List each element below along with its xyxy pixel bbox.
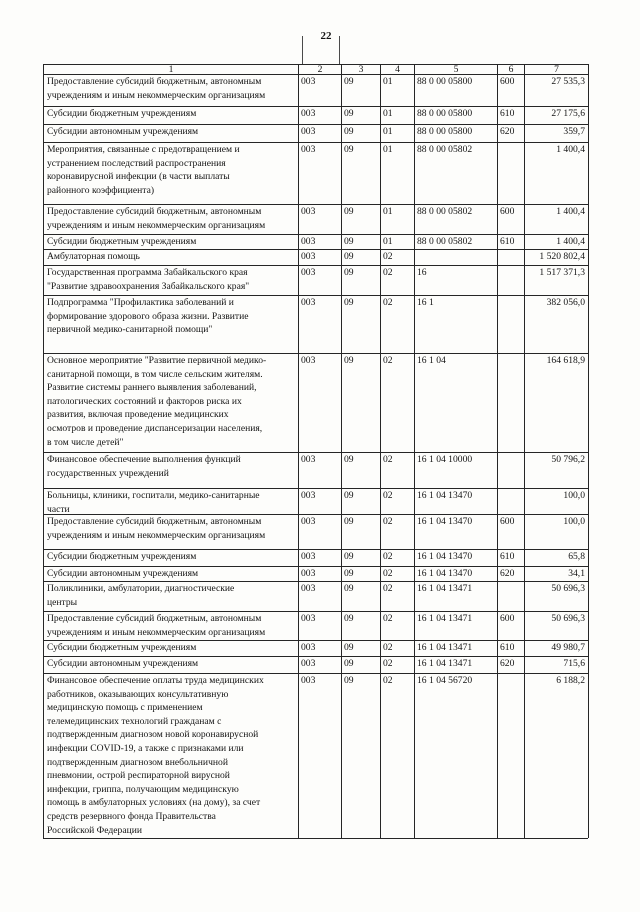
amount-cell: 27 535,3 bbox=[551, 76, 585, 87]
column-number-header: 5 bbox=[453, 64, 459, 74]
subsection-code-cell: 02 bbox=[383, 297, 393, 308]
subsection-code-cell: 01 bbox=[383, 108, 393, 119]
column-number-header: 1 bbox=[168, 64, 174, 74]
grbs-code-cell: 003 bbox=[301, 454, 316, 465]
subsection-code-cell: 02 bbox=[383, 675, 393, 686]
section-code-cell: 09 bbox=[344, 551, 354, 562]
target-article-cell: 88 0 00 05802 bbox=[417, 236, 473, 247]
target-article-cell: 16 1 04 13471 bbox=[417, 613, 473, 624]
column-number-header: 7 bbox=[554, 64, 559, 74]
expense-type-cell bbox=[498, 250, 524, 265]
amount-cell: 100,0 bbox=[563, 516, 585, 527]
grbs-code-cell: 003 bbox=[301, 108, 316, 119]
target-article-cell: 16 1 04 13470 bbox=[417, 568, 473, 579]
target-article-cell: 88 0 00 05802 bbox=[417, 144, 473, 155]
section-code-cell: 09 bbox=[344, 658, 354, 669]
amount-cell: 164 618,9 bbox=[546, 355, 585, 366]
target-article-cell: 16 1 04 13471 bbox=[417, 658, 473, 669]
expense-type-cell: 600 bbox=[500, 206, 515, 217]
grbs-code-cell: 003 bbox=[301, 516, 316, 527]
grbs-code-cell: 003 bbox=[301, 236, 316, 247]
grbs-code-cell: 003 bbox=[301, 297, 316, 308]
subsection-code-cell: 02 bbox=[383, 267, 393, 278]
amount-cell: 1 400,4 bbox=[556, 144, 585, 155]
section-code-cell: 09 bbox=[344, 642, 354, 653]
row-name-cell: Субсидии бюджетным учреждениям bbox=[47, 236, 197, 247]
row-name-cell: Финансовое обеспечение выполнения функций государственных учреждений bbox=[47, 454, 241, 479]
section-code-cell: 09 bbox=[344, 355, 354, 366]
expense-type-cell bbox=[498, 674, 524, 838]
grbs-code-cell: 003 bbox=[301, 583, 316, 594]
target-article-cell: 16 1 04 56720 bbox=[417, 675, 473, 686]
amount-cell: 49 980,7 bbox=[551, 642, 585, 653]
subsection-code-cell: 02 bbox=[383, 251, 393, 262]
subsection-code-cell: 02 bbox=[383, 516, 393, 527]
expense-type-cell bbox=[498, 296, 524, 353]
subsection-code-cell: 02 bbox=[383, 568, 393, 579]
amount-cell: 1 400,4 bbox=[556, 236, 585, 247]
section-code-cell: 09 bbox=[344, 490, 354, 501]
section-code-cell: 09 bbox=[344, 236, 354, 247]
expense-type-cell: 600 bbox=[500, 516, 515, 527]
expense-type-cell: 610 bbox=[500, 108, 515, 119]
target-article-cell: 16 bbox=[417, 267, 427, 278]
target-article-cell: 16 1 04 bbox=[417, 355, 446, 366]
row-name-cell: Предоставление субсидий бюджетным, автономным учреждениям и иным некоммерческим организациям bbox=[47, 516, 266, 541]
grbs-code-cell: 003 bbox=[301, 642, 316, 653]
row-name-cell: Поликлиники, амбулатории, диагностические центры bbox=[47, 583, 235, 608]
section-code-cell: 09 bbox=[344, 144, 354, 155]
row-name-cell: Больницы, клиники, госпитали, медико-санитарные части bbox=[47, 490, 260, 514]
row-name-cell: Подпрограмма "Профилактика заболеваний и формирование здорового образа жизни. Развитие первичной медико-санитарной помощи" bbox=[47, 297, 249, 336]
grbs-code-cell: 003 bbox=[301, 551, 316, 562]
target-article-cell: 88 0 00 05802 bbox=[417, 206, 473, 217]
amount-cell: 1 517 371,3 bbox=[539, 267, 585, 278]
expense-type-cell: 600 bbox=[500, 613, 515, 624]
target-article-cell: 16 1 04 13470 bbox=[417, 490, 473, 501]
section-code-cell: 09 bbox=[344, 251, 354, 262]
subsection-code-cell: 02 bbox=[383, 355, 393, 366]
grbs-code-cell: 003 bbox=[301, 355, 316, 366]
target-article-cell: 16 1 04 13470 bbox=[417, 551, 473, 562]
target-article-cell bbox=[415, 250, 497, 265]
row-name-cell: Государственная программа Забайкальского края "Развитие здравоохранения Забайкальского края" bbox=[47, 267, 250, 292]
page-number: 22 bbox=[320, 30, 332, 42]
subsection-code-cell: 02 bbox=[383, 613, 393, 624]
expense-type-cell bbox=[498, 143, 524, 204]
amount-cell: 34,1 bbox=[568, 568, 585, 579]
subsection-code-cell: 01 bbox=[383, 126, 393, 137]
section-code-cell: 09 bbox=[344, 76, 354, 87]
target-article-cell: 16 1 04 13471 bbox=[417, 642, 473, 653]
amount-cell: 359,7 bbox=[563, 126, 585, 137]
grbs-code-cell: 003 bbox=[301, 568, 316, 579]
row-name-cell: Субсидии автономным учреждениям bbox=[47, 658, 199, 669]
grbs-code-cell: 003 bbox=[301, 76, 316, 87]
grbs-code-cell: 003 bbox=[301, 251, 316, 262]
amount-cell: 1 520 802,4 bbox=[539, 251, 585, 262]
expense-type-cell: 620 bbox=[500, 658, 515, 669]
amount-cell: 65,8 bbox=[568, 551, 585, 562]
section-code-cell: 09 bbox=[344, 108, 354, 119]
column-number-header: 2 bbox=[317, 64, 323, 74]
section-code-cell: 09 bbox=[344, 267, 354, 278]
subsection-code-cell: 02 bbox=[383, 454, 393, 465]
amount-cell: 715,6 bbox=[563, 658, 585, 669]
expense-type-cell: 620 bbox=[500, 568, 515, 579]
grbs-code-cell: 003 bbox=[301, 206, 316, 217]
subsection-code-cell: 02 bbox=[383, 551, 393, 562]
expense-type-cell bbox=[498, 582, 524, 611]
row-name-cell: Предоставление субсидий бюджетным, автономным учреждениям и иным некоммерческим организациям bbox=[47, 76, 266, 101]
row-name-cell: Субсидии бюджетным учреждениям bbox=[47, 642, 197, 653]
section-code-cell: 09 bbox=[344, 454, 354, 465]
section-code-cell: 09 bbox=[344, 126, 354, 137]
amount-cell: 100,0 bbox=[563, 490, 585, 501]
grbs-code-cell: 003 bbox=[301, 658, 316, 669]
section-code-cell: 09 bbox=[344, 583, 354, 594]
section-code-cell: 09 bbox=[344, 613, 354, 624]
column-number-header: 6 bbox=[508, 64, 514, 74]
target-article-cell: 88 0 00 05800 bbox=[417, 76, 473, 87]
expense-type-cell: 610 bbox=[500, 236, 515, 247]
expense-type-cell bbox=[498, 354, 524, 452]
subsection-code-cell: 02 bbox=[383, 583, 393, 594]
amount-cell: 50 696,3 bbox=[551, 583, 585, 594]
section-code-cell: 09 bbox=[344, 297, 354, 308]
subsection-code-cell: 01 bbox=[383, 206, 393, 217]
row-name-cell: Субсидии автономным учреждениям bbox=[47, 568, 199, 579]
row-name-cell: Мероприятия, связанные с предотвращением и устранением последствий распространения коронавирусной инфекции (в части выплаты районного коэффициента) bbox=[47, 144, 240, 196]
grbs-code-cell: 003 bbox=[301, 675, 316, 686]
expense-type-cell: 610 bbox=[500, 551, 515, 562]
target-article-cell: 16 1 04 13470 bbox=[417, 516, 473, 527]
row-name-cell: Амбулаторная помощь bbox=[47, 251, 140, 262]
target-article-cell: 16 1 04 13471 bbox=[417, 583, 473, 594]
amount-cell: 382 056,0 bbox=[546, 297, 585, 308]
section-code-cell: 09 bbox=[344, 516, 354, 527]
amount-cell: 50 796,2 bbox=[551, 454, 585, 465]
grbs-code-cell: 003 bbox=[301, 267, 316, 278]
target-article-cell: 88 0 00 05800 bbox=[417, 126, 473, 137]
expense-type-cell bbox=[498, 489, 524, 514]
expense-type-cell: 620 bbox=[500, 126, 515, 137]
expense-type-cell bbox=[498, 266, 524, 295]
amount-cell: 1 400,4 bbox=[556, 206, 585, 217]
subsection-code-cell: 02 bbox=[383, 642, 393, 653]
row-name-cell: Основное мероприятие "Развитие первичной медико- санитарной помощи, в том числе сельским жителям. Развитие системы раннего выявления заболеваний, патологических состояний и факторов риска их развития, включая проведение медицинских осмотров и проведение диспансеризации населения, в том числе детей" bbox=[47, 355, 267, 448]
row-name-cell: Предоставление субсидий бюджетным, автономным учреждениям и иным некоммерческим организациям bbox=[47, 206, 266, 231]
grbs-code-cell: 003 bbox=[301, 126, 316, 137]
section-code-cell: 09 bbox=[344, 568, 354, 579]
amount-cell: 27 175,6 bbox=[551, 108, 585, 119]
section-code-cell: 09 bbox=[344, 675, 354, 686]
row-name-cell: Финансовое обеспечение оплаты труда медицинских работников, оказывающих консультативную медицинскую помощь с применением телемедицинских технологий гражданам с подтвержденным диагнозом новой коронавирусной инфекции COVID-19, а также с признаками или подтвержденным диагнозом внебольничной пневмонии, острой респираторной вирусной инфекции, гриппа, получающим медицинскую помощь в амбулаторных условиях (на дому), за счет средств резервного фонда Правительства Российской Федерации bbox=[47, 675, 264, 836]
section-code-cell: 09 bbox=[344, 206, 354, 217]
row-name-cell: Предоставление субсидий бюджетным, автономным учреждениям и иным некоммерческим организациям bbox=[47, 613, 266, 638]
column-number-header: 3 bbox=[358, 64, 364, 74]
target-article-cell: 16 1 04 10000 bbox=[417, 454, 473, 465]
subsection-code-cell: 01 bbox=[383, 144, 393, 155]
amount-cell: 6 188,2 bbox=[556, 675, 585, 686]
target-article-cell: 16 1 bbox=[417, 297, 434, 308]
target-article-cell: 88 0 00 05800 bbox=[417, 108, 473, 119]
grbs-code-cell: 003 bbox=[301, 613, 316, 624]
subsection-code-cell: 02 bbox=[383, 658, 393, 669]
grbs-code-cell: 003 bbox=[301, 144, 316, 155]
row-name-cell: Субсидии автономным учреждениям bbox=[47, 126, 199, 137]
amount-cell: 50 696,3 bbox=[551, 613, 585, 624]
expense-type-cell: 600 bbox=[500, 76, 515, 87]
column-number-header: 4 bbox=[395, 64, 400, 74]
expense-type-cell bbox=[498, 453, 524, 488]
subsection-code-cell: 02 bbox=[383, 490, 393, 501]
grbs-code-cell: 003 bbox=[301, 490, 316, 501]
expense-type-cell: 610 bbox=[500, 642, 515, 653]
subsection-code-cell: 01 bbox=[383, 76, 393, 87]
subsection-code-cell: 01 bbox=[383, 236, 393, 247]
row-name-cell: Субсидии бюджетным учреждениям bbox=[47, 551, 197, 562]
row-name-cell: Субсидии бюджетным учреждениям bbox=[47, 108, 197, 119]
